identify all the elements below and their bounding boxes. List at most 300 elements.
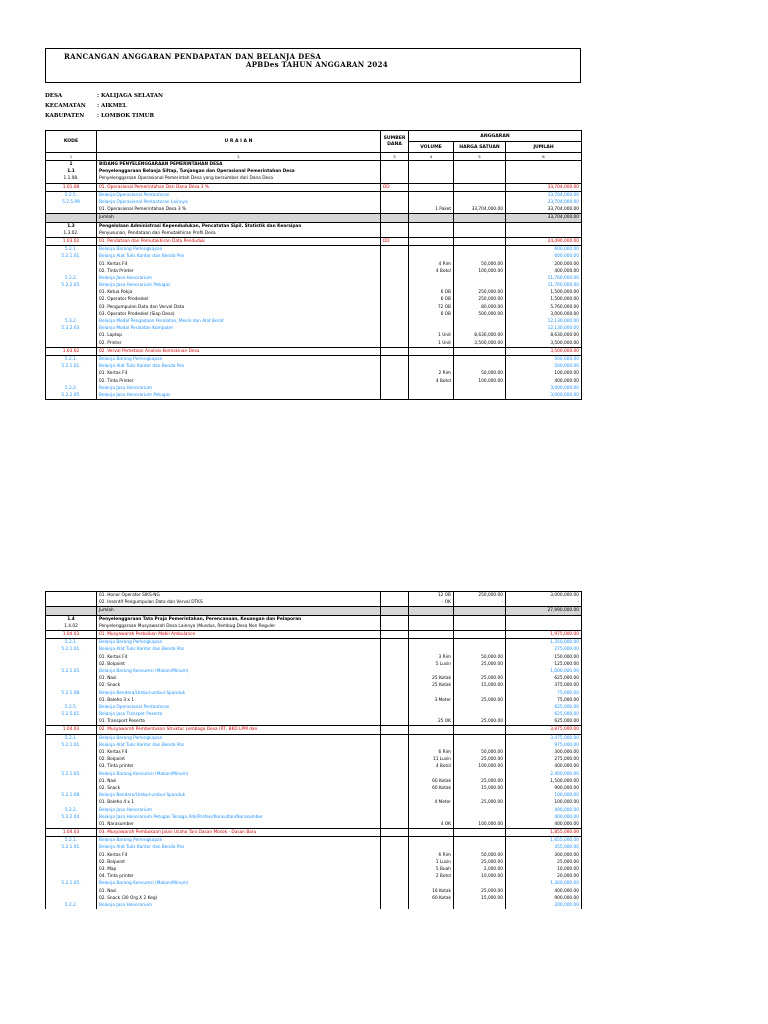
row-sumber-dana (381, 873, 409, 880)
row-harga-satuan (454, 704, 506, 711)
row-sumber-dana (381, 168, 409, 175)
row-uraian: 04. Tinta printer (97, 873, 381, 880)
row-harga-satuan: 100,000.00 (454, 821, 506, 829)
table-row (46, 771, 582, 778)
row-uraian: Belanja Bendera/Umbul-umbul Spanduk (97, 792, 381, 799)
row-jumlah: 10,000.00 (506, 866, 582, 873)
document-page-2 (45, 591, 581, 909)
row-harga-satuan (454, 646, 506, 653)
row-harga-satuan (454, 222, 506, 230)
row-volume: 60 Kotak (409, 778, 454, 785)
row-jumlah: 1,350,000.00 (506, 639, 582, 647)
row-kode (46, 675, 97, 682)
row-volume: 72 OB (409, 304, 454, 311)
row-uraian: 01. Kertas F4 (97, 260, 381, 267)
table-row (46, 385, 582, 392)
row-volume (409, 214, 454, 222)
table-row (46, 799, 582, 806)
row-sumber-dana (381, 682, 409, 689)
row-kode (46, 873, 97, 880)
row-volume (409, 771, 454, 778)
row-harga-satuan: 15,000.00 (454, 785, 506, 792)
row-kode: 5.3.2.03. (46, 325, 97, 332)
row-volume (409, 363, 454, 370)
row-volume: 12 OB (409, 592, 454, 600)
table-row (46, 792, 582, 799)
row-jumlah: 3,000,000.00 (506, 392, 582, 400)
row-jumlah: 24,490,000.00 (506, 237, 582, 245)
row-harga-satuan (454, 630, 506, 638)
row-sumber-dana (381, 175, 409, 183)
table-row (46, 844, 582, 851)
row-volume (409, 191, 454, 199)
row-jumlah: 11,760,000.00 (506, 275, 582, 282)
column-number: 5 (454, 153, 506, 161)
row-volume (409, 347, 454, 355)
row-jumlah: 625,000.00 (506, 675, 582, 682)
row-kode (46, 799, 97, 806)
row-harga-satuan (454, 615, 506, 623)
row-harga-satuan: 100,000.00 (454, 763, 506, 770)
info-label: DESA (45, 93, 63, 99)
row-jumlah: 625,000.00 (506, 718, 582, 726)
table-row (46, 304, 582, 311)
row-uraian: 01. Pendataan dan Pemutakhiran Data Penduduk (97, 237, 381, 245)
row-kode (46, 785, 97, 792)
row-jumlah: 150,000.00 (506, 654, 582, 661)
row-volume (409, 829, 454, 837)
row-uraian: 03. Musyawarah Pembukaan Jalan Usaha Tani Dasan Mosok - Dasan Baru (97, 829, 381, 837)
row-uraian: 01. Kertas F4 (97, 749, 381, 756)
row-uraian: Belanja Modal Pengadaan Peralatan, Mesin dan Alat Berat (97, 318, 381, 325)
row-sumber-dana (381, 304, 409, 311)
row-sumber-dana (381, 763, 409, 770)
budget-table (45, 130, 582, 400)
row-sumber-dana (381, 668, 409, 675)
table-row (46, 689, 582, 696)
row-kode (46, 821, 97, 829)
info-value: : AIKMEL (97, 103, 127, 109)
row-sumber-dana (381, 260, 409, 267)
row-uraian: Pengelolaan Administrasi Kependudukan, Pencatatan Sipil, Statistik dan Kearsipan (97, 222, 381, 230)
row-kode (46, 311, 97, 318)
row-jumlah: 600,000.00 (506, 246, 582, 254)
row-kode (46, 654, 97, 661)
table-row (46, 230, 582, 238)
row-volume (409, 623, 454, 631)
row-harga-satuan: 15,000.00 (454, 682, 506, 689)
row-volume: 3 Meter (409, 697, 454, 704)
row-jumlah: 33,704,000.00 (506, 183, 582, 191)
row-kode: 1.4.02 (46, 623, 97, 631)
row-uraian: Penyelenggaraan Operasional Pemerintah Desa yang bersumber dari Dana Desa (97, 175, 381, 183)
row-sumber-dana (381, 214, 409, 222)
row-kode (46, 718, 97, 726)
row-jumlah: 3,000,000.00 (506, 592, 582, 600)
table-row (46, 682, 582, 689)
row-jumlah: 1,300,000.00 (506, 880, 582, 887)
table-row (46, 639, 582, 647)
row-kode: 5.2.1.01. (46, 844, 97, 851)
row-jumlah (506, 615, 582, 623)
table-row (46, 873, 582, 880)
row-uraian: 01. Transport Peserta (97, 718, 381, 726)
table-row (46, 318, 582, 325)
row-volume: 5 Buah (409, 866, 454, 873)
row-volume (409, 183, 454, 191)
row-uraian: Belanja Modal Peralatan Komputer (97, 325, 381, 332)
row-jumlah: 1,000,000.00 (506, 668, 582, 675)
row-harga-satuan: 25,000.00 (454, 718, 506, 726)
row-uraian: 02. Operator Prodeskel (97, 296, 381, 303)
row-kode: 1 (46, 161, 97, 169)
row-harga-satuan (454, 792, 506, 799)
row-sumber-dana (381, 311, 409, 318)
row-uraian: 03. Pengumpulan Data dan Verval Data (97, 304, 381, 311)
table-row (46, 282, 582, 289)
row-sumber-dana (381, 697, 409, 704)
row-harga-satuan (454, 837, 506, 845)
row-harga-satuan: 2,000.00 (454, 866, 506, 873)
row-harga-satuan (454, 623, 506, 631)
row-uraian: 02. Snack (97, 682, 381, 689)
table-row (46, 599, 582, 607)
table-row (46, 742, 582, 749)
row-sumber-dana (381, 325, 409, 332)
row-volume: 3 Rim (409, 654, 454, 661)
column-number: 2 (97, 153, 381, 161)
row-uraian: 01. Musyawarah Perbaikan Mobil Ambulance (97, 630, 381, 638)
row-harga-satuan (454, 168, 506, 175)
row-kode: 5.2.2.05. (46, 392, 97, 400)
row-kode (46, 214, 97, 222)
row-harga-satuan: 25,000.00 (454, 675, 506, 682)
table-row (46, 325, 582, 332)
header-anggaran: ANGGARAN (409, 131, 582, 142)
row-harga-satuan: 25,000.00 (454, 799, 506, 806)
row-kode (46, 607, 97, 615)
row-jumlah: 400,000.00 (506, 814, 582, 821)
row-harga-satuan: 25,000.00 (454, 697, 506, 704)
row-kode: 1.04.03 (46, 726, 97, 734)
row-sumber-dana (381, 749, 409, 756)
row-uraian: 03. Operator Prodeskel (Siap Desa) (97, 311, 381, 318)
row-volume: 5 Lusin (409, 661, 454, 668)
row-uraian: 01. Kertas F4 (97, 370, 381, 377)
row-sumber-dana (381, 599, 409, 607)
row-jumlah: 1,855,000.00 (506, 829, 582, 837)
row-harga-satuan (454, 199, 506, 206)
table-row (46, 347, 582, 355)
table-row (46, 183, 582, 191)
row-harga-satuan: 50,000.00 (454, 852, 506, 859)
row-volume (409, 199, 454, 206)
row-uraian: 02. Musyawarah Pembentukan Struktur Lembaga Desa (RT, BKD LPM dan (97, 726, 381, 734)
row-kode (46, 866, 97, 873)
row-sumber-dana (381, 282, 409, 289)
table-row (46, 191, 582, 199)
row-sumber-dana (381, 829, 409, 837)
row-jumlah: 20,000.00 (506, 873, 582, 880)
row-volume: 11 Lusin (409, 756, 454, 763)
row-jumlah: 400,000.00 (506, 268, 582, 275)
table-row (46, 778, 582, 785)
row-volume (409, 175, 454, 183)
row-uraian: 01. Honor Operator SIKS-NG (97, 592, 381, 600)
row-uraian: Penyelenggaraan Tata Praja Pemerintahan, Perencanaan, Keuangan dan Pelaporan (97, 615, 381, 623)
row-sumber-dana (381, 377, 409, 384)
row-volume (409, 253, 454, 260)
document-title: RANCANGAN ANGGARAN PENDAPATAN DAN BELANJA DESA (64, 52, 322, 61)
row-uraian: 01. Nasi (97, 778, 381, 785)
row-uraian: Penyusunan, Pendataan dan Pemutakhiran Profil Desa (97, 230, 381, 238)
table-row (46, 268, 582, 275)
table-row (46, 340, 582, 348)
row-jumlah: 8,630,000.00 (506, 332, 582, 339)
row-uraian: Belanja Jasa Honorarium Petugas (97, 392, 381, 400)
table-row (46, 895, 582, 902)
row-jumlah: 27,990,000.00 (506, 607, 582, 615)
row-uraian: Belanja Jasa Transpot Peserta (97, 711, 381, 718)
table-row (46, 355, 582, 363)
row-kode (46, 377, 97, 384)
row-kode: 1.01.08 (46, 183, 97, 191)
row-volume: 4 OK (409, 821, 454, 829)
row-volume (409, 726, 454, 734)
row-kode (46, 289, 97, 296)
row-kode: 5.2.1. (46, 734, 97, 742)
row-harga-satuan (454, 246, 506, 254)
row-volume: 60 Kotak (409, 785, 454, 792)
row-jumlah: 3,000,000.00 (506, 311, 582, 318)
table-row (46, 289, 582, 296)
row-sumber-dana (381, 630, 409, 638)
row-kode: 5.3.2. (46, 318, 97, 325)
row-kode (46, 268, 97, 275)
row-kode (46, 370, 97, 377)
row-sumber-dana (381, 363, 409, 370)
row-uraian: 02. Tinta Printer (97, 268, 381, 275)
row-volume (409, 392, 454, 400)
info-row-kabupaten (45, 111, 581, 121)
row-jumlah: 33,704,000.00 (506, 206, 582, 214)
row-harga-satuan (454, 880, 506, 887)
row-harga-satuan (454, 275, 506, 282)
table-row (46, 363, 582, 370)
table-row (46, 370, 582, 377)
row-harga-satuan: 25,000.00 (454, 756, 506, 763)
row-harga-satuan (454, 726, 506, 734)
row-jumlah: 500,000.00 (506, 363, 582, 370)
row-sumber-dana (381, 646, 409, 653)
row-jumlah: 375,000.00 (506, 682, 582, 689)
row-harga-satuan (454, 711, 506, 718)
row-harga-satuan (454, 668, 506, 675)
table-row (46, 377, 582, 384)
row-volume (409, 318, 454, 325)
row-kode (46, 682, 97, 689)
row-sumber-dana (381, 318, 409, 325)
row-sumber-dana (381, 161, 409, 169)
table-row (46, 392, 582, 400)
row-harga-satuan: 25,000.00 (454, 778, 506, 785)
row-harga-satuan: 25,000.00 (454, 661, 506, 668)
row-jumlah: 1,500,000.00 (506, 778, 582, 785)
row-uraian: Belanja Barang Konsumsi (Makan/Minum) (97, 668, 381, 675)
row-sumber-dana (381, 289, 409, 296)
row-kode: 1.3.02. (46, 230, 97, 238)
row-uraian: Belanja Jasa Honorarium (97, 806, 381, 813)
row-jumlah: 900,000.00 (506, 785, 582, 792)
row-volume (409, 639, 454, 647)
row-sumber-dana (381, 734, 409, 742)
row-harga-satuan (454, 282, 506, 289)
row-volume (409, 902, 454, 909)
row-harga-satuan (454, 237, 506, 245)
row-sumber-dana (381, 689, 409, 696)
row-harga-satuan: 8,630,000.00 (454, 332, 506, 339)
table-row (46, 749, 582, 756)
row-uraian: Belanja Barang Perlengkapan (97, 246, 381, 254)
row-uraian: 01. Nasi (97, 888, 381, 895)
row-uraian: 02. Verval Pemetaan Analisis Kemiskinan Desa (97, 347, 381, 355)
info-row-kecamatan (45, 101, 581, 111)
row-volume: 2 Botol (409, 873, 454, 880)
row-sumber-dana (381, 230, 409, 238)
table-row (46, 902, 582, 909)
row-uraian: Penyelenggaraan Belanja Siltap, Tunjangan dan Operasional Pemerintahan Desa (97, 168, 381, 175)
row-uraian: 01. Ketua Pokja (97, 289, 381, 296)
row-volume (409, 704, 454, 711)
row-sumber-dana (381, 704, 409, 711)
row-uraian: 03. Map (97, 866, 381, 873)
row-volume (409, 792, 454, 799)
table-row (46, 704, 582, 711)
table-row (46, 253, 582, 260)
row-jumlah: 300,000.00 (506, 749, 582, 756)
row-volume: 1 Paket (409, 206, 454, 214)
table-row (46, 630, 582, 638)
header-volume: VOLUME (409, 142, 454, 153)
row-uraian: 01. Nasi (97, 675, 381, 682)
row-kode: 1.04.03 (46, 829, 97, 837)
row-volume: 4 Botol (409, 377, 454, 384)
row-uraian: 01. Kertas F4 (97, 654, 381, 661)
row-uraian: 01. Kertas F4 (97, 852, 381, 859)
row-jumlah: 12,130,000.00 (506, 325, 582, 332)
row-jumlah: 400,000.00 (506, 806, 582, 813)
row-harga-satuan (454, 902, 506, 909)
column-number: 4 (409, 153, 454, 161)
row-kode: 5.2.5.01. (46, 711, 97, 718)
row-volume: 4 Botol (409, 763, 454, 770)
row-kode: 5.2.1.01. (46, 363, 97, 370)
row-harga-satuan: 10,000.00 (454, 873, 506, 880)
row-jumlah: 275,000.00 (506, 646, 582, 653)
row-uraian: Belanja Barang Konsumsi (Makan/Minum) (97, 880, 381, 887)
header-kode: KODE (46, 131, 97, 153)
row-jumlah: 3,500,000.00 (506, 340, 582, 348)
row-volume (409, 355, 454, 363)
row-harga-satuan (454, 607, 506, 615)
row-sumber-dana (381, 332, 409, 339)
info-value: : KALIJAGA SELATAN (97, 93, 164, 99)
row-sumber-dana (381, 756, 409, 763)
row-harga-satuan (454, 771, 506, 778)
row-volume (409, 282, 454, 289)
row-sumber-dana (381, 711, 409, 718)
table-row (46, 888, 582, 895)
row-jumlah: 200,000.00 (506, 902, 582, 909)
row-volume: 1 Unit (409, 332, 454, 339)
table-row (46, 175, 582, 183)
row-kode (46, 661, 97, 668)
row-sumber-dana (381, 199, 409, 206)
budget-table-continued (45, 591, 582, 909)
row-sumber-dana (381, 661, 409, 668)
row-kode: 5.2.1.01. (46, 253, 97, 260)
document-title-box (45, 48, 581, 83)
row-jumlah: 1,500,000.00 (506, 289, 582, 296)
column-number: 1 (46, 153, 97, 161)
row-volume (409, 646, 454, 653)
row-harga-satuan: 80,000.00 (454, 304, 506, 311)
info-label: KABUPATEN (45, 113, 85, 119)
row-sumber-dana (381, 275, 409, 282)
row-uraian: Belanja Jasa Honorarium Petugas Tenaga Ahli/Profesi/Konsultan/Narasumber (97, 814, 381, 821)
row-volume: 6 Rim (409, 852, 454, 859)
row-volume: 6 Rim (409, 749, 454, 756)
row-sumber-dana (381, 253, 409, 260)
row-jumlah: 11,760,000.00 (506, 282, 582, 289)
row-harga-satuan: 33,704,000.00 (454, 206, 506, 214)
document-page-1 (45, 48, 581, 400)
row-jumlah (506, 168, 582, 175)
row-jumlah: 1,975,000.00 (506, 630, 582, 638)
row-jumlah: - (506, 599, 582, 607)
row-uraian: 02. Bolpoint (97, 859, 381, 866)
info-row-desa (45, 91, 581, 101)
row-kode: 5.2.2. (46, 275, 97, 282)
row-volume: 25 Kotak (409, 682, 454, 689)
row-jumlah: 400,000.00 (506, 821, 582, 829)
row-harga-satuan (454, 742, 506, 749)
row-sumber-dana (381, 718, 409, 726)
row-sumber-dana (381, 206, 409, 214)
row-volume: 2 Rim (409, 370, 454, 377)
row-jumlah: 3,000,000.00 (506, 385, 582, 392)
table-row (46, 711, 582, 718)
table-row (46, 668, 582, 675)
row-jumlah: 33,704,000.00 (506, 199, 582, 206)
row-sumber-dana (381, 837, 409, 845)
row-volume: 6 OB (409, 296, 454, 303)
row-harga-satuan (454, 689, 506, 696)
header-sumber-dana: SUMBER DANA (381, 131, 409, 153)
row-volume (409, 734, 454, 742)
table-row (46, 852, 582, 859)
row-harga-satuan (454, 355, 506, 363)
row-harga-satuan (454, 191, 506, 199)
row-uraian: 02. Insentif Pengumpulan Data dan Verval DTKS (97, 599, 381, 607)
row-uraian: 01. Operasional Pemerintahan Dari Dana Desa 3 % (97, 183, 381, 191)
row-harga-satuan: 15,000.00 (454, 895, 506, 902)
table-row (46, 814, 582, 821)
row-kode: 5.2.1. (46, 837, 97, 845)
row-volume (409, 230, 454, 238)
row-kode: 5.2.2.05. (46, 282, 97, 289)
row-sumber-dana (381, 355, 409, 363)
